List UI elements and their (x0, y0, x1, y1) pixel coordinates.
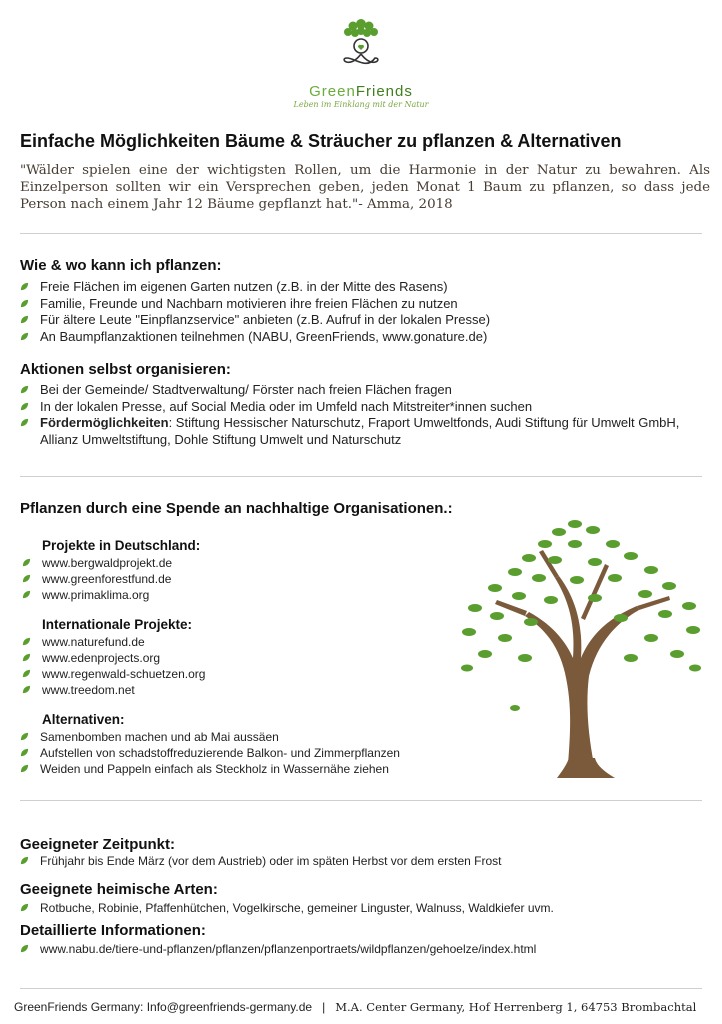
logo (0, 14, 722, 109)
tagline: Leben im Einklang mit der Natur (293, 100, 429, 109)
brand-name: GreenFriends (309, 83, 413, 100)
section-heading-info: Detaillierte Informationen: (20, 922, 206, 939)
leaf-bullet-icon (22, 653, 31, 662)
heading-germany: Projekte in Deutschland: (42, 538, 201, 553)
leaf-bullet-icon (22, 637, 31, 646)
footer-address: M.A. Center Germany, Hof Herrenberg 1, 64753 Brombachtal (335, 1000, 697, 1014)
leaf-bullet-icon (20, 299, 29, 308)
list-item[interactable]: www.edenprojects.org (20, 650, 400, 666)
page-title: Einfache Möglichkeiten Bäume & Sträucher zu pflanzen & Alternativen (20, 131, 622, 151)
list-item[interactable] (18, 941, 708, 957)
divider (20, 233, 702, 234)
greenfriends-logo-icon (331, 14, 391, 76)
list-item: Bei der Gemeinde/ Stadtverwaltung/ Förster nach freien Flächen fragen (18, 382, 708, 399)
list-item: Rotbuche, Robinie, Pfaffenhütchen, Vogelkirsche, gemeiner Linguster, Walnuss, Waldkiefer uvm. (18, 900, 708, 916)
international-list (20, 634, 400, 698)
list-item: Samenbomben machen und ab Mai aussäen (18, 729, 458, 745)
list-item: Frühjahr bis Ende März (vor dem Austrieb) oder im späten Herbst vor dem ersten Frost (18, 853, 708, 869)
leaf-bullet-icon (20, 402, 29, 411)
list-item[interactable]: www.primaklima.org (20, 587, 400, 603)
leaf-bullet-icon (20, 764, 29, 773)
funding-text: : Stiftung Hessischer Naturschutz, Fraport Umweltfonds, Audi Stiftung für Umwelt GmbH, Allianz Umweltstiftung, Dohle Stiftung Umwelt und Naturschutz (40, 415, 680, 447)
leaf-bullet-icon (20, 385, 29, 394)
leaf-bullet-icon (22, 669, 31, 678)
footer-org: GreenFriends Germany: (14, 1000, 147, 1014)
divider (20, 988, 702, 989)
list-item: Freie Flächen im eigenen Garten nutzen (z.B. in der Mitte des Rasens) (18, 279, 708, 296)
section-heading-species: Geeignete heimische Arten: (20, 881, 218, 898)
list-item: In der lokalen Presse, auf Social Media oder im Umfeld nach Mitstreiter*innen suchen (18, 399, 708, 416)
leaf-bullet-icon (20, 332, 29, 341)
leaf-bullet-icon (22, 558, 31, 567)
list-item[interactable]: www.bergwaldprojekt.de (20, 555, 400, 571)
divider (20, 476, 702, 477)
leaf-bullet-icon (20, 315, 29, 324)
section-heading-time: Geeigneter Zeitpunkt: (20, 836, 176, 853)
heading-alternatives: Alternativen: (42, 712, 125, 727)
leaf-bullet-icon (20, 282, 29, 291)
heading-international: Internationale Projekte: (42, 617, 193, 632)
leaf-bullet-icon (20, 418, 29, 427)
list-item[interactable]: www.naturefund.de (20, 634, 400, 650)
alternatives-list (18, 729, 458, 777)
footer-email[interactable]: Info@greenfriends-germany.de (146, 1000, 313, 1014)
footer-separator: | (322, 1000, 326, 1014)
tree-illustration-icon (455, 508, 710, 783)
leaf-bullet-icon (22, 574, 31, 583)
section-heading-donate: Pflanzen durch eine Spende an nachhaltige Organisationen.: (20, 500, 453, 517)
quote: "Wälder spielen eine der wichtigsten Rollen, um die Harmonie in der Natur zu bewahren. Als Einzelperson sollten wir ein Versprechen geben, jeden Monat 1 Baum zu pflanzen, so dass jede Person nach einem Jahr 12 Bäume gepflanzt hat."- Amma, 2018 (20, 163, 710, 212)
leaf-bullet-icon (20, 856, 29, 865)
leaf-bullet-icon (22, 590, 31, 599)
leaf-bullet-icon (20, 944, 29, 953)
germany-list (20, 555, 400, 603)
plant-list (18, 279, 708, 345)
leaf-bullet-icon (20, 732, 29, 741)
list-item-funding (18, 415, 708, 448)
divider (20, 800, 702, 801)
footer (14, 1000, 714, 1014)
info-link[interactable]: www.nabu.de/tiere-und-pflanzen/pflanzen/pflanzenportraets/wildpflanzen/gehoelze/index.html (40, 942, 537, 956)
leaf-bullet-icon (20, 903, 29, 912)
leaf-bullet-icon (20, 748, 29, 757)
list-item[interactable]: www.greenforestfund.de (20, 571, 400, 587)
leaf-bullet-icon (22, 685, 31, 694)
list-item: Weiden und Pappeln einfach als Steckholz in Wassernähe ziehen (18, 761, 458, 777)
list-item: Für ältere Leute "Einpflanzservice" anbieten (z.B. Aufruf in der lokalen Presse) (18, 312, 708, 329)
list-item: Familie, Freunde und Nachbarn motivieren ihre freien Flächen zu nutzen (18, 296, 708, 313)
section-heading-plant: Wie & wo kann ich pflanzen: (20, 257, 222, 274)
actions-list (18, 382, 708, 448)
list-item[interactable]: www.treedom.net (20, 682, 400, 698)
list-item: An Baumpflanzaktionen teilnehmen (NABU, GreenFriends, www.gonature.de) (18, 329, 708, 346)
time-list (18, 853, 708, 869)
species-list (18, 900, 708, 916)
list-item[interactable]: www.regenwald-schuetzen.org (20, 666, 400, 682)
section-heading-actions: Aktionen selbst organisieren: (20, 361, 231, 378)
info-list (18, 941, 708, 957)
list-item: Aufstellen von schadstoffreduzierende Balkon- und Zimmerpflanzen (18, 745, 458, 761)
funding-label: Fördermöglichkeiten (40, 415, 169, 430)
